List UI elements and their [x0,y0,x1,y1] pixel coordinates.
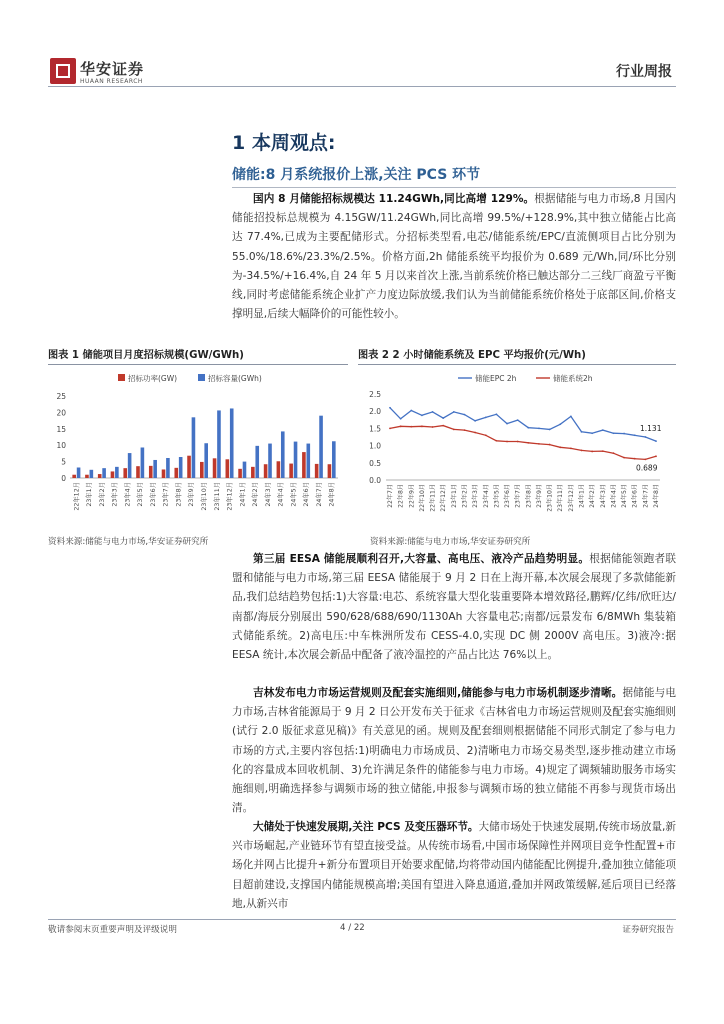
footer-disclaimer: 敬请参阅末页重要声明及评级说明 [48,925,177,935]
data-label: 0.689 [636,463,658,473]
x-tick-label: 23年5月 [137,482,145,507]
data-point [453,429,455,431]
data-point [527,427,529,429]
bar [102,468,106,478]
data-point [613,452,615,454]
data-point [591,432,593,434]
x-tick-label: 24年4月 [610,484,618,508]
bar [149,466,153,478]
x-tick-label: 23年10月 [201,482,208,511]
data-point [485,416,487,418]
x-tick-label: 23年12月 [567,484,575,512]
chart1-bar-chart [48,366,348,532]
bar [294,442,298,478]
x-tick-label: 22年9月 [408,484,416,508]
bar [315,464,319,478]
chart2-title: 图表 2 2 小时储能系统及 EPC 平均报价(元/Wh) [358,350,586,361]
data-point [644,436,646,438]
data-point [442,425,444,427]
data-point [421,425,423,427]
y-tick-label: 20 [56,408,66,418]
bar [217,410,221,478]
y-tick-label: 0 [61,474,66,483]
bar [332,441,336,478]
chart2-line-chart [358,366,676,532]
bar [319,416,323,478]
bar [136,466,140,478]
data-point [400,418,402,420]
bar [174,468,178,478]
x-tick-label: 23年8月 [175,482,183,507]
bar [268,444,272,478]
x-tick-label: 23年7月 [162,482,170,507]
x-tick-label: 24年2月 [252,482,260,507]
y-tick-label: 0.0 [369,476,381,485]
paragraph-eesa-expo [232,550,676,665]
data-point [634,458,636,460]
bar [98,474,102,478]
paragraph-lead: 国内 8 月储能招标规模达 11.24GWh,同比高增 129%。 [253,193,535,205]
x-tick-label: 24年6月 [631,484,639,508]
bar [264,464,268,478]
bar [289,464,293,478]
legend-label: 招标容量(GWh) [208,374,262,383]
x-tick-label: 22年11月 [429,484,437,512]
x-tick-label: 23年3月 [472,484,480,508]
chart1-title-rule [48,364,348,365]
legend-label: 储能系统2h [553,374,593,383]
y-tick-label: 10 [56,441,66,451]
footer-report-type: 证券研究报告 [622,925,674,935]
bar [153,460,157,478]
x-tick-label: 23年4月 [482,484,490,508]
y-tick-label: 15 [56,424,66,434]
bar [192,417,196,478]
data-point [400,425,402,427]
x-tick-label: 24年8月 [328,482,336,507]
legend-swatch [118,374,125,381]
x-tick-label: 23年6月 [504,484,512,508]
bar [77,468,81,478]
footer-divider [48,919,676,920]
paragraph-jilin-rules [232,684,676,818]
bar [243,462,247,478]
y-tick-label: 0.5 [369,458,381,468]
data-point [602,429,604,431]
bar [204,443,208,478]
data-point [410,426,412,428]
x-tick-label: 23年9月 [535,484,543,508]
x-tick-label: 23年10月 [546,484,554,512]
data-point [581,450,583,452]
x-tick-label: 22年8月 [397,484,405,508]
paragraph-bidding-scale [232,190,676,324]
data-point [464,414,466,416]
x-tick-label: 24年7月 [642,484,650,508]
bar [90,470,94,478]
bar [128,453,132,478]
data-label: 1.131 [640,424,662,434]
x-tick-label: 23年1月 [86,482,94,507]
y-tick-label: 5 [61,457,66,467]
data-point [485,434,487,436]
bar [306,444,310,478]
data-point [644,458,646,460]
data-point [517,419,519,421]
data-point [506,441,508,443]
bar [85,475,89,478]
data-point [496,413,498,415]
x-tick-label: 22年12月 [73,482,81,511]
data-point [655,440,657,442]
bar [302,452,306,478]
x-tick-label: 22年10月 [418,484,426,512]
chart1-title: 图表 1 储能项目月度招标规模(GW/GWh) [48,350,244,361]
x-tick-label: 23年3月 [111,482,119,507]
data-point [432,426,434,428]
data-point [453,411,455,413]
bar [213,458,217,478]
series-line-epc [390,408,656,441]
data-point [432,411,434,413]
bar [281,431,285,478]
paragraph-body: 大储市场处于快速发展期,传统市场放量,新兴市场崛起,产业链环节有望直接受益。从传统市场看,中国市场保障性并网项目竞争性配置+市场化并网占比提升+新分布置项目开始要求配储,均将带动国内储能配比例提升,叠加独立储能项目超前建设,支撑国内储能规模高增;美国有望进入降息通道,叠加并网政策缓解,延后项目已经落地,从新兴市 [232,821,676,910]
x-tick-label: 23年6月 [149,482,157,507]
series-line-system [390,426,656,460]
data-point [506,423,508,425]
paragraph-lead: 吉林发布电力市场运营规则及配套实施细则,储能参与电力市场机制逐步清晰。 [253,687,623,699]
x-tick-label: 24年1月 [239,482,247,507]
x-tick-label: 23年8月 [525,484,533,508]
legend-label: 招标功率(GW) [128,374,178,383]
data-point [581,431,583,433]
x-tick-label: 24年3月 [264,482,272,507]
subsection-divider [232,187,676,188]
bar [115,467,119,478]
x-tick-label: 22年7月 [387,484,394,508]
data-point [623,433,625,435]
data-point [623,457,625,459]
bar [187,456,191,478]
data-point [527,442,529,444]
data-point [474,420,476,422]
data-point [389,428,391,430]
bar [111,471,115,478]
bar [141,447,145,478]
chart2-source: 资料来源:储能与电力市场,华安证券研究所 [370,537,531,547]
x-tick-label: 23年11月 [557,484,565,512]
x-tick-label: 24年3月 [599,484,607,508]
data-point [474,432,476,434]
data-point [538,443,540,445]
bar [277,461,281,478]
paragraph-lead: 大储处于快速发展期,关注 PCS 及变压器环节。 [253,821,479,833]
data-point [655,455,657,457]
x-tick-label: 23年9月 [188,482,196,507]
data-point [496,440,498,442]
x-tick-label: 22年12月 [440,484,448,512]
y-tick-label: 1.0 [369,441,381,451]
y-tick-label: 2.0 [369,407,381,417]
y-tick-label: 25 [56,392,66,401]
x-tick-label: 23年12月 [226,482,234,511]
document-type: 行业周报 [616,64,672,80]
data-point [410,410,412,412]
page-number: 4 / 22 [340,923,365,933]
bar [72,475,76,478]
x-tick-label: 23年5月 [493,484,501,508]
x-tick-label: 24年8月 [653,484,660,508]
data-point [613,432,615,434]
paragraph-body: 根据储能领跑者联盟和储能与电力市场,第三届 EESA 储能展于 9 月 2 日在上海开幕,本次展会展现了多款储能新品,我们总结趋势包括:1)大容量:电芯、系统容量大型化装重要降本增效路径,鹏辉/亿纬/欣旺达/南都/海辰分别展出 590/628/688/690/1130Ah 大容量电芯;南都/远景发布 6/8MWh 集装箱式储能系统。2)高电压:中车株洲所发布 CESS-4.0,实现 DC 侧 2000V 高电压。3)液冷:据 EESA 统计,本次展会新品中配备了液冷温控的产品占比达 76%以上。 [232,553,677,662]
chart1-source: 资料来源:储能与电力市场,华安证券研究所 [48,537,209,547]
bar [179,457,183,478]
x-tick-label: 24年2月 [589,484,597,508]
y-tick-label: 2.5 [369,390,381,399]
data-point [464,429,466,431]
data-point [538,428,540,430]
x-tick-label: 24年1月 [578,484,586,508]
x-tick-label: 23年2月 [98,482,106,507]
bar [251,467,255,478]
subsection-title: 储能:8 月系统报价上涨,关注 PCS 环节 [232,167,481,183]
legend-label: 储能EPC 2h [475,374,517,383]
bar [200,462,204,478]
bar [166,458,170,478]
data-point [421,414,423,416]
section-title: 1 本周观点: [232,132,336,154]
x-tick-label: 23年11月 [213,482,221,511]
data-point [591,451,593,453]
bar [230,408,234,478]
data-point [602,450,604,452]
logo-text: 华安证券 [80,60,145,78]
legend-swatch [198,374,205,381]
data-point [570,415,572,417]
bar [255,446,259,478]
data-point [389,407,391,409]
logo-subtext: HUAAN RESEARCH [80,78,143,85]
paragraph-lead: 第三届 EESA 储能展顺利召开,大容量、高电压、液冷产品趋势明显。 [253,553,590,565]
bar [162,469,166,478]
bar [238,469,242,478]
data-point [559,446,561,448]
data-point [549,429,551,431]
x-tick-label: 23年2月 [461,484,469,508]
data-point [559,423,561,425]
data-point [517,441,519,443]
data-point [442,417,444,419]
data-point [634,434,636,436]
paragraph-body: 据储能与电力市场,吉林省能源局于 9 月 2 日公开发布关于征求《吉林省电力市场运营规则及配套实施细则(试行 2.0 版征求意见稿)》有关意见的函。规则及配套细则根据储能不同形式制定了参与电力市场的方式,主要内容包括:1)明确电力市场成员、2)清晰电力市场交易类型,逐步推动建立市场化的容量成本回收机制、3)允许满足条件的储能参与电力市场。4)规定了调频辅助服务市场实施细则,明确选择参与调频市场的独立储能,申报参与调频市场的独立储能不再参与现货市场出清。 [232,687,677,815]
data-point [570,447,572,449]
x-tick-label: 24年4月 [277,482,285,507]
bar [123,468,127,478]
x-tick-label: 24年5月 [621,484,629,508]
y-tick-label: 1.5 [369,424,381,434]
paragraph-large-storage [232,818,676,914]
chart2-title-rule [358,364,676,365]
bar [226,459,230,478]
x-tick-label: 24年5月 [290,482,298,507]
x-tick-label: 24年7月 [315,482,323,507]
x-tick-label: 24年6月 [303,482,311,507]
x-tick-label: 23年1月 [450,484,458,508]
bar [328,464,332,478]
paragraph-body: 根据储能与电力市场,8 月国内储能招投标总规模为 4.15GW/11.24GWh,同比高增 99.5%/+128.9%,其中独立储能占比高达 77.4%,已成为主要配储形式。分招标类型看,电芯/储能系统/EPC/直流侧项目占比分别为 55.0%/18.6%/23.3%/2.5%。价格方面,2h 储能系统平均报价为 0.689 元/Wh,同/环比分别为-34.5%/+16.4%,自 24 年 5 月以来首次上涨,当前系统价格已触达部分二三线厂商盈亏平衡线,同时考虑储能系统企业扩产力度边际放缓,我们认为当前储能系统价格处于底部区间,价格支撑明显,后续大幅降价的可能性较小。 [232,193,676,321]
logo-mark [50,58,76,84]
x-tick-label: 23年4月 [124,482,132,507]
header-divider [48,86,676,87]
data-point [549,444,551,446]
x-tick-label: 23年7月 [514,484,522,508]
